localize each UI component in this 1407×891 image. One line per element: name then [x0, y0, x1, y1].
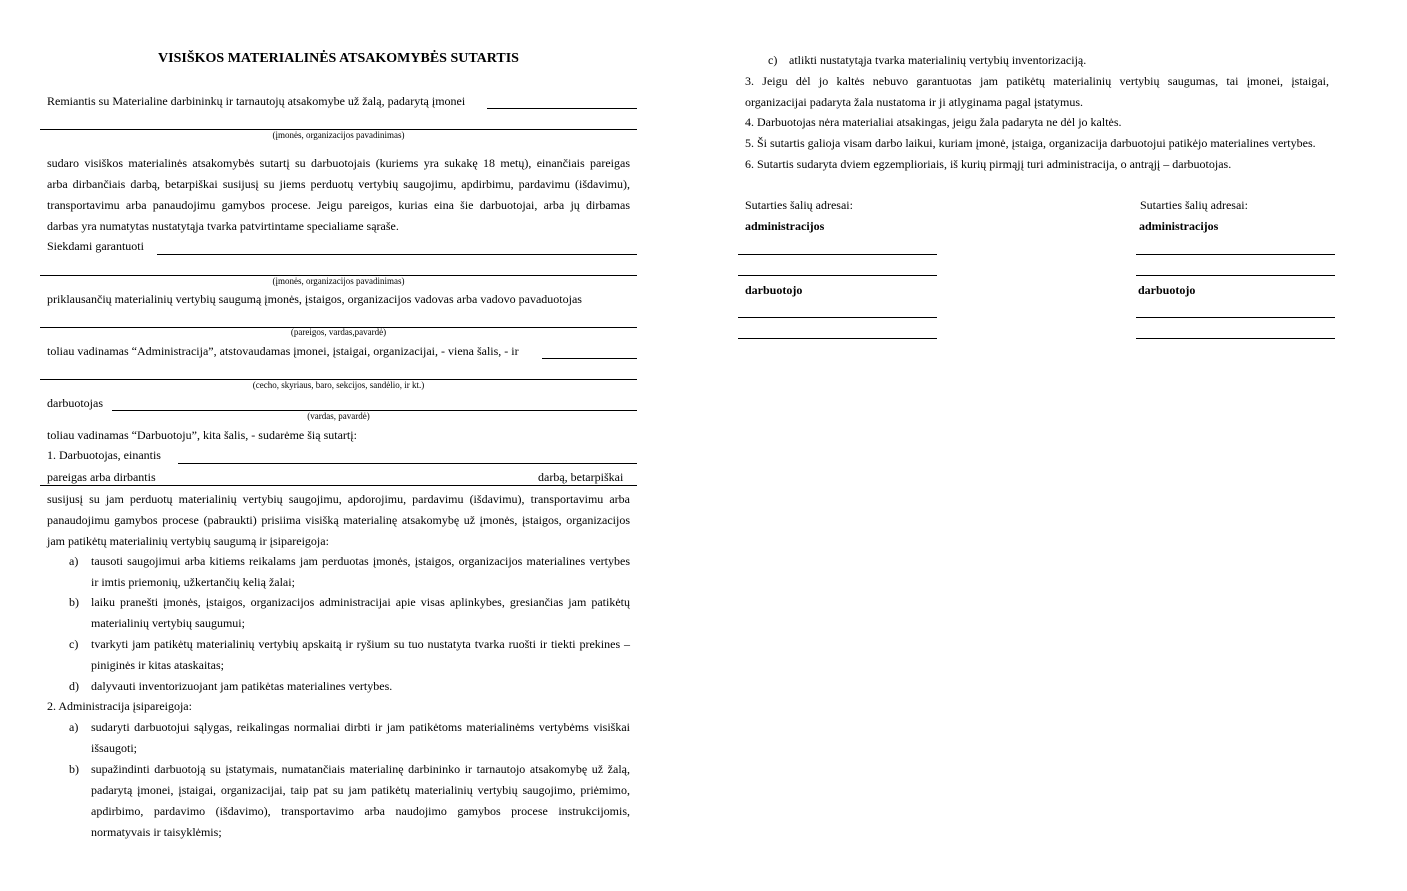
s1-position-blank[interactable]	[178, 463, 637, 464]
section-6: 6. Sutartis sudaryta dviem egzemplioriais, iš kurių pirmąjį turi administracija, o antrąjį – darbuotojas.	[745, 157, 1232, 171]
admin-blank-short[interactable]	[542, 358, 637, 359]
darbuotojas-label: darbuotojas	[47, 396, 103, 410]
list-line: ir imtis priemonių, užkertančių kelią žalai;	[91, 575, 295, 589]
section-1-text	[47, 492, 630, 555]
list-marker: a)	[69, 720, 79, 734]
caption-name: (vardas, pavardė)	[307, 411, 370, 421]
paragraph-line: arba dirbančiais darbą, betarpiškai susijusį su jiems perduotų vertybių saugojimu, apdirbimu, pardavimu (išdavimu),	[47, 177, 630, 191]
list-line: piniginės ir kitas ataskaitas;	[91, 658, 224, 672]
paragraph-line: darbas yra numatytas nustatytąja tvarka patvirtintame specialiame sąraše.	[47, 219, 399, 233]
list-marker: b)	[69, 595, 79, 609]
paragraph-line: jam patikėtų materialinių vertybių saugumą ir įsipareigoja:	[47, 534, 329, 548]
paragraph-line: transportavimu arba panaudojimu gamybos procese. Jeigu pareigos, kurias eina šie darbuotojai, arba jų dirbamas	[47, 198, 630, 212]
list-marker: c)	[768, 53, 778, 67]
worker-address-line-left-2[interactable]	[738, 338, 937, 339]
worker-line: toliau vadinamas “Darbuotoju”, kita šalis, - sudarėme šią sutartį:	[47, 428, 357, 442]
section-3	[745, 74, 1329, 116]
paragraph-line: 3. Jeigu dėl jo kaltės nebuvo garantuotas jam patikėtų materialinių vertybių saugumas, tai įmonei, įstaigai,	[745, 74, 1329, 88]
intro-line: Remiantis su Materialine darbininkų ir tarnautojų atsakomybe už žalą, padarytą įmonei	[47, 94, 466, 108]
priklausanciu-line: priklausančių materialinių vertybių saugumą įmonės, įstaigos, organizacijos vadovas arba vadovo pavaduotojas	[47, 292, 582, 306]
admin-address-line-left-1[interactable]	[738, 254, 937, 255]
list-marker: b)	[69, 762, 79, 776]
admin-label-right: administracijos	[1139, 219, 1219, 233]
paragraph-agreement	[47, 156, 630, 240]
list-line: tvarkyti jam patikėtų materialinių vertybių apskaitą ir ryšium su tuo nustatyta tvarka ruošti ir tiekti prekines –	[91, 637, 630, 651]
paragraph-line: panaudojimu gamybos procese (pabraukti) prisiima visišką materialinę atsakomybę už įmonės, įstaigos, organizacijos	[47, 513, 630, 527]
inventory-item: atlikti nustatytąja tvarka materialinių vertybių inventorizaciją.	[789, 53, 1087, 67]
caption-company-2: (įmonės, organizacijos pavadinimas)	[272, 276, 405, 286]
paragraph-line: organizacijai padaryta žala nustatoma ir ji atlyginama pagal įstatymus.	[745, 95, 1083, 109]
list-line: sudaryti darbuotojui sąlygas, reikalingas normaliai dirbti ir jam patikėtoms materialinėms vertybėms visiškai	[91, 720, 630, 734]
caption-department: (cecho, skyriaus, baro, sekcijos, sandėlio, ir kt.)	[252, 380, 425, 390]
list-marker: d)	[69, 679, 79, 693]
list-marker: a)	[69, 554, 79, 568]
list-line: padarytą įmonei, įstaigai, organizacijai, taip pat su jam patikėtų materialinių vertybių saugojimo, priėmimo,	[91, 783, 630, 797]
section-2-label: 2. Administracija įsipareigoja:	[47, 699, 192, 713]
administration-line: toliau vadinamas “Administracija”, atstovaudamas įmonei, įstaigai, organizacijai, - viena šalis, - ir	[47, 344, 519, 358]
list-line: normatyvais ir taisyklėmis;	[91, 825, 222, 839]
company-blank-short[interactable]	[487, 108, 637, 109]
worker-address-line-right-1[interactable]	[1136, 317, 1335, 318]
list-line: išsaugoti;	[91, 741, 138, 755]
list-line: tausoti saugojimui arba kitiems reikalams jam perduotas įmonės, įstaigos, organizacijos materialines vertybes	[91, 554, 630, 568]
section-1-label: 1. Darbuotojas, einantis	[47, 448, 161, 462]
s1-work-blank[interactable]	[40, 485, 637, 486]
section-5: 5. Ši sutartis galioja visam darbo laikui, kuriam įmonė, įstaiga, organizacija darbuotojui patikėjo materialines vertybes.	[745, 136, 1316, 150]
pareigas-label: pareigas arba dirbantis	[47, 470, 156, 484]
list-line: supažindinti darbuotoją su įstatymais, numatančiais materialinę darbininko ir tarnautojo atsakomybę už žalą,	[91, 762, 630, 776]
darba-label: darbą, betarpiškai	[538, 470, 624, 484]
admin-address-line-right-1[interactable]	[1136, 254, 1335, 255]
section-4: 4. Darbuotojas nėra materialiai atsakingas, jeigu žala padaryta ne dėl jo kaltės.	[745, 115, 1122, 129]
document-title: VISIŠKOS MATERIALINĖS ATSAKOMYBĖS SUTARTIS	[158, 51, 519, 66]
worker-address-line-left-1[interactable]	[738, 317, 937, 318]
caption-position: (pareigos, vardas,pavardė)	[290, 327, 387, 337]
list-line: materialinių vertybių saugumui;	[91, 616, 245, 630]
paragraph-line: sudaro visiškos materialinės atsakomybės sutartį su darbuotojais (kuriems yra sukakę 18 metų), einančiais pareigas	[47, 156, 630, 170]
siekdami-label: Siekdami garantuoti	[47, 239, 144, 253]
list-line: apdirbimo, pardavimo (išdavimo), transportavimo arba naudojimo gamybos procese instrukcijomis,	[91, 804, 630, 818]
admin-label-left: administracijos	[745, 219, 825, 233]
admin-address-line-left-2[interactable]	[738, 275, 937, 276]
addresses-heading-left: Sutarties šalių adresai:	[745, 198, 853, 212]
admin-address-line-right-2[interactable]	[1136, 275, 1335, 276]
caption-company: (įmonės, organizacijos pavadinimas)	[272, 130, 405, 140]
list-line: laiku pranešti įmonės, įstaigos, organizacijos administracijai apie visas aplinkybes, gresiančias jam patikėtų	[91, 595, 630, 609]
addresses-heading-right: Sutarties šalių adresai:	[1140, 198, 1248, 212]
list-marker: c)	[69, 637, 79, 651]
list-line: dalyvauti inventorizuojant jam patikėtas materialines vertybes.	[91, 679, 393, 693]
worker-label-left: darbuotojo	[745, 283, 803, 297]
worker-label-right: darbuotojo	[1138, 283, 1196, 297]
paragraph-line: susijusį su jam perduotų materialinių vertybių saugojimu, apdorojimu, pardavimu (išdavimu), transportavimu arba	[47, 492, 630, 506]
worker-address-line-right-2[interactable]	[1136, 338, 1335, 339]
guarantee-blank[interactable]	[157, 254, 637, 255]
